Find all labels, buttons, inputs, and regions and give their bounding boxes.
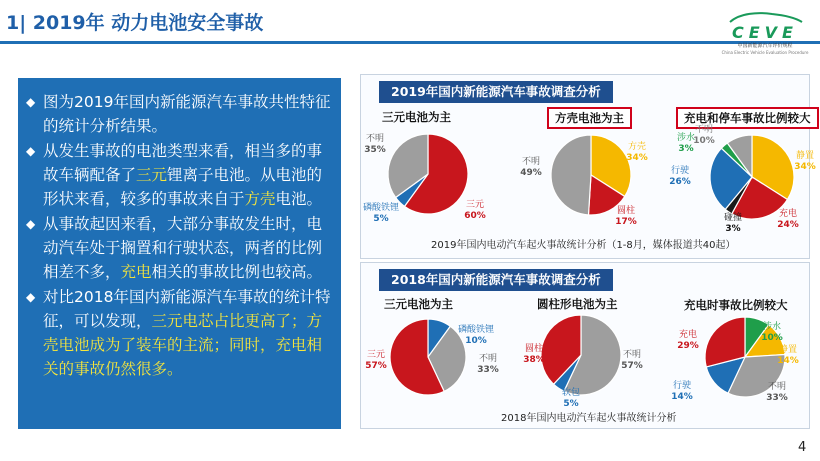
slice-value: 10% bbox=[465, 336, 487, 346]
slice-name: 方壳 bbox=[627, 142, 647, 152]
slice-value: 34% bbox=[794, 162, 816, 172]
highlight-text: 三元 bbox=[136, 166, 168, 184]
slice-value: 5% bbox=[563, 399, 579, 409]
slice-value: 57% bbox=[621, 361, 643, 371]
pie-slice-label bbox=[365, 350, 387, 372]
slice-name: 三元 bbox=[366, 350, 386, 360]
summary-bullet bbox=[26, 139, 333, 211]
pie-chart-title: 三元电池为主 bbox=[382, 110, 451, 124]
slice-name: 磷酸铁锂 bbox=[457, 325, 495, 335]
slice-name: 圆柱 bbox=[524, 344, 544, 354]
summary-bullets bbox=[18, 78, 341, 381]
car-silhouette-icon bbox=[716, 11, 814, 23]
slice-name: 不明 bbox=[478, 354, 498, 364]
pie-slice-label bbox=[621, 350, 643, 372]
pie-chart-title: 方壳电池为主 bbox=[547, 107, 632, 129]
pie-chart bbox=[549, 133, 633, 217]
pie-slice-label bbox=[626, 142, 648, 164]
page-title: 1| 2019年 动力电池安全事故 bbox=[6, 12, 264, 34]
pie-slice-label bbox=[724, 213, 742, 235]
pie-slice-label bbox=[364, 134, 386, 156]
logo-subtitle: 中国新能源汽车评价规程 bbox=[737, 43, 793, 49]
slice-value: 5% bbox=[373, 214, 389, 224]
slice-name: 行驶 bbox=[670, 166, 690, 176]
pie-slice-label bbox=[562, 388, 580, 410]
pie-slice bbox=[551, 135, 591, 215]
pie-slice-label bbox=[464, 200, 486, 222]
slice-value: 10% bbox=[761, 333, 783, 343]
slice-name: 不明 bbox=[521, 157, 541, 167]
slice-name: 不明 bbox=[622, 350, 642, 360]
highlight-text: 充电 bbox=[120, 263, 152, 281]
panel-2018-caption: 2018年国内电动汽车起火事故统计分析 bbox=[501, 413, 677, 424]
panel-2019-caption: 2019年国内电动汽车起火事故统计分析（1-8月，媒体报道共40起） bbox=[431, 240, 736, 251]
highlight-text: 三元电芯占比更高了；方壳电池成为了装车的主流；同时，充电相关的事故仍然很多。 bbox=[43, 312, 323, 378]
summary-box bbox=[18, 78, 341, 429]
pie-slice-label bbox=[671, 381, 693, 403]
slice-name: 静置 bbox=[795, 151, 815, 161]
slice-name: 三元 bbox=[465, 200, 485, 210]
slice-name: 充电 bbox=[678, 330, 698, 340]
pie-slice-label bbox=[477, 354, 499, 376]
summary-bullet bbox=[26, 90, 333, 138]
ceve-logo bbox=[716, 8, 814, 55]
slice-value: 34% bbox=[626, 153, 648, 163]
slice-value: 33% bbox=[766, 393, 788, 403]
slice-value: 29% bbox=[677, 341, 699, 351]
bullet-text: 从事故起因来看，大部分事故发生时，电动汽车处于搁置和行驶状态，两者的比例相差不多， bbox=[43, 215, 323, 281]
slice-name: 不明 bbox=[767, 382, 787, 392]
slice-name: 充电 bbox=[778, 209, 798, 219]
pie-slice-label bbox=[458, 325, 494, 347]
highlight-text: 方壳 bbox=[244, 190, 276, 208]
bullet-text: 图为2019年国内新能源汽车事故共性特征的统计分析结果。 bbox=[43, 93, 331, 135]
pie-slice-label bbox=[761, 322, 783, 344]
logo-text: CEVE bbox=[732, 23, 798, 42]
logo-subtitle-en: China Electric Vehicle Evaluation Procedure bbox=[721, 50, 809, 55]
panel-2019-title: 2019年国内新能源汽车事故调查分析 bbox=[379, 81, 613, 103]
bullet-text: 从发生事故的电池类型来看，相当多的事故车辆配备了 bbox=[43, 142, 323, 184]
slice-name: 磷酸铁锂 bbox=[362, 203, 400, 213]
pie-chart-title: 三元电池为主 bbox=[384, 297, 453, 311]
slice-value: 26% bbox=[669, 177, 691, 187]
panel-2018-title: 2018年国内新能源汽车事故调查分析 bbox=[379, 269, 613, 291]
slice-name: 碰撞 bbox=[723, 213, 743, 223]
slice-value: 3% bbox=[678, 144, 694, 154]
slice-name: 行驶 bbox=[672, 381, 692, 391]
pie-slice-label bbox=[777, 209, 799, 231]
pie-slice-label bbox=[677, 330, 699, 352]
slice-name: 软包 bbox=[561, 388, 581, 398]
bullet-text: 电池。 bbox=[275, 190, 323, 208]
bullet-text: 对比2018年国内新能源汽车事故的统计特征，可以发现， bbox=[43, 288, 331, 330]
slice-value: 3% bbox=[725, 224, 741, 234]
pie-slice-label bbox=[615, 206, 637, 228]
slice-value: 60% bbox=[464, 211, 486, 221]
pie-slice-label bbox=[363, 203, 399, 225]
summary-bullet bbox=[26, 212, 333, 284]
bullet-text: 相关的事故比例也较高。 bbox=[151, 263, 323, 281]
pie-slice-label bbox=[523, 344, 545, 366]
slice-value: 35% bbox=[364, 145, 386, 155]
summary-bullet bbox=[26, 285, 333, 381]
slice-name: 涉水 bbox=[762, 322, 782, 332]
page-number: 4 bbox=[798, 440, 807, 455]
slice-name: 涉水 bbox=[676, 133, 696, 143]
pie-slice-label bbox=[693, 125, 715, 147]
slice-value: 38% bbox=[523, 355, 545, 365]
slice-value: 33% bbox=[477, 365, 499, 375]
slice-name: 圆柱 bbox=[616, 206, 636, 216]
slice-name: 静置 bbox=[778, 345, 798, 355]
pie-chart-title: 圆柱形电池为主 bbox=[537, 297, 618, 311]
slice-value: 49% bbox=[520, 168, 542, 178]
pie-chart bbox=[708, 133, 796, 221]
title-divider bbox=[0, 41, 820, 44]
pie-slice-label bbox=[766, 382, 788, 404]
slice-value: 14% bbox=[777, 356, 799, 366]
slice-name: 不明 bbox=[694, 125, 714, 135]
pie-chart bbox=[388, 317, 468, 397]
pie-slice-label bbox=[520, 157, 542, 179]
slice-value: 14% bbox=[671, 392, 693, 402]
bullet-text: 锂离子电池。从电池的形状来看，较多的事故来自于 bbox=[43, 166, 323, 208]
pie-slice-label bbox=[794, 151, 816, 173]
slice-value: 10% bbox=[693, 136, 715, 146]
pie-chart bbox=[539, 313, 623, 397]
slice-value: 57% bbox=[365, 361, 387, 371]
slice-value: 24% bbox=[777, 220, 799, 230]
slice-name: 不明 bbox=[365, 134, 385, 144]
pie-slice-label bbox=[777, 345, 799, 367]
pie-slice-label bbox=[669, 166, 691, 188]
pie-chart-title: 充电时事故比例较大 bbox=[684, 298, 788, 312]
slice-value: 17% bbox=[615, 217, 637, 227]
pie-chart-title: 充电和停车事故比例较大 bbox=[676, 107, 819, 129]
